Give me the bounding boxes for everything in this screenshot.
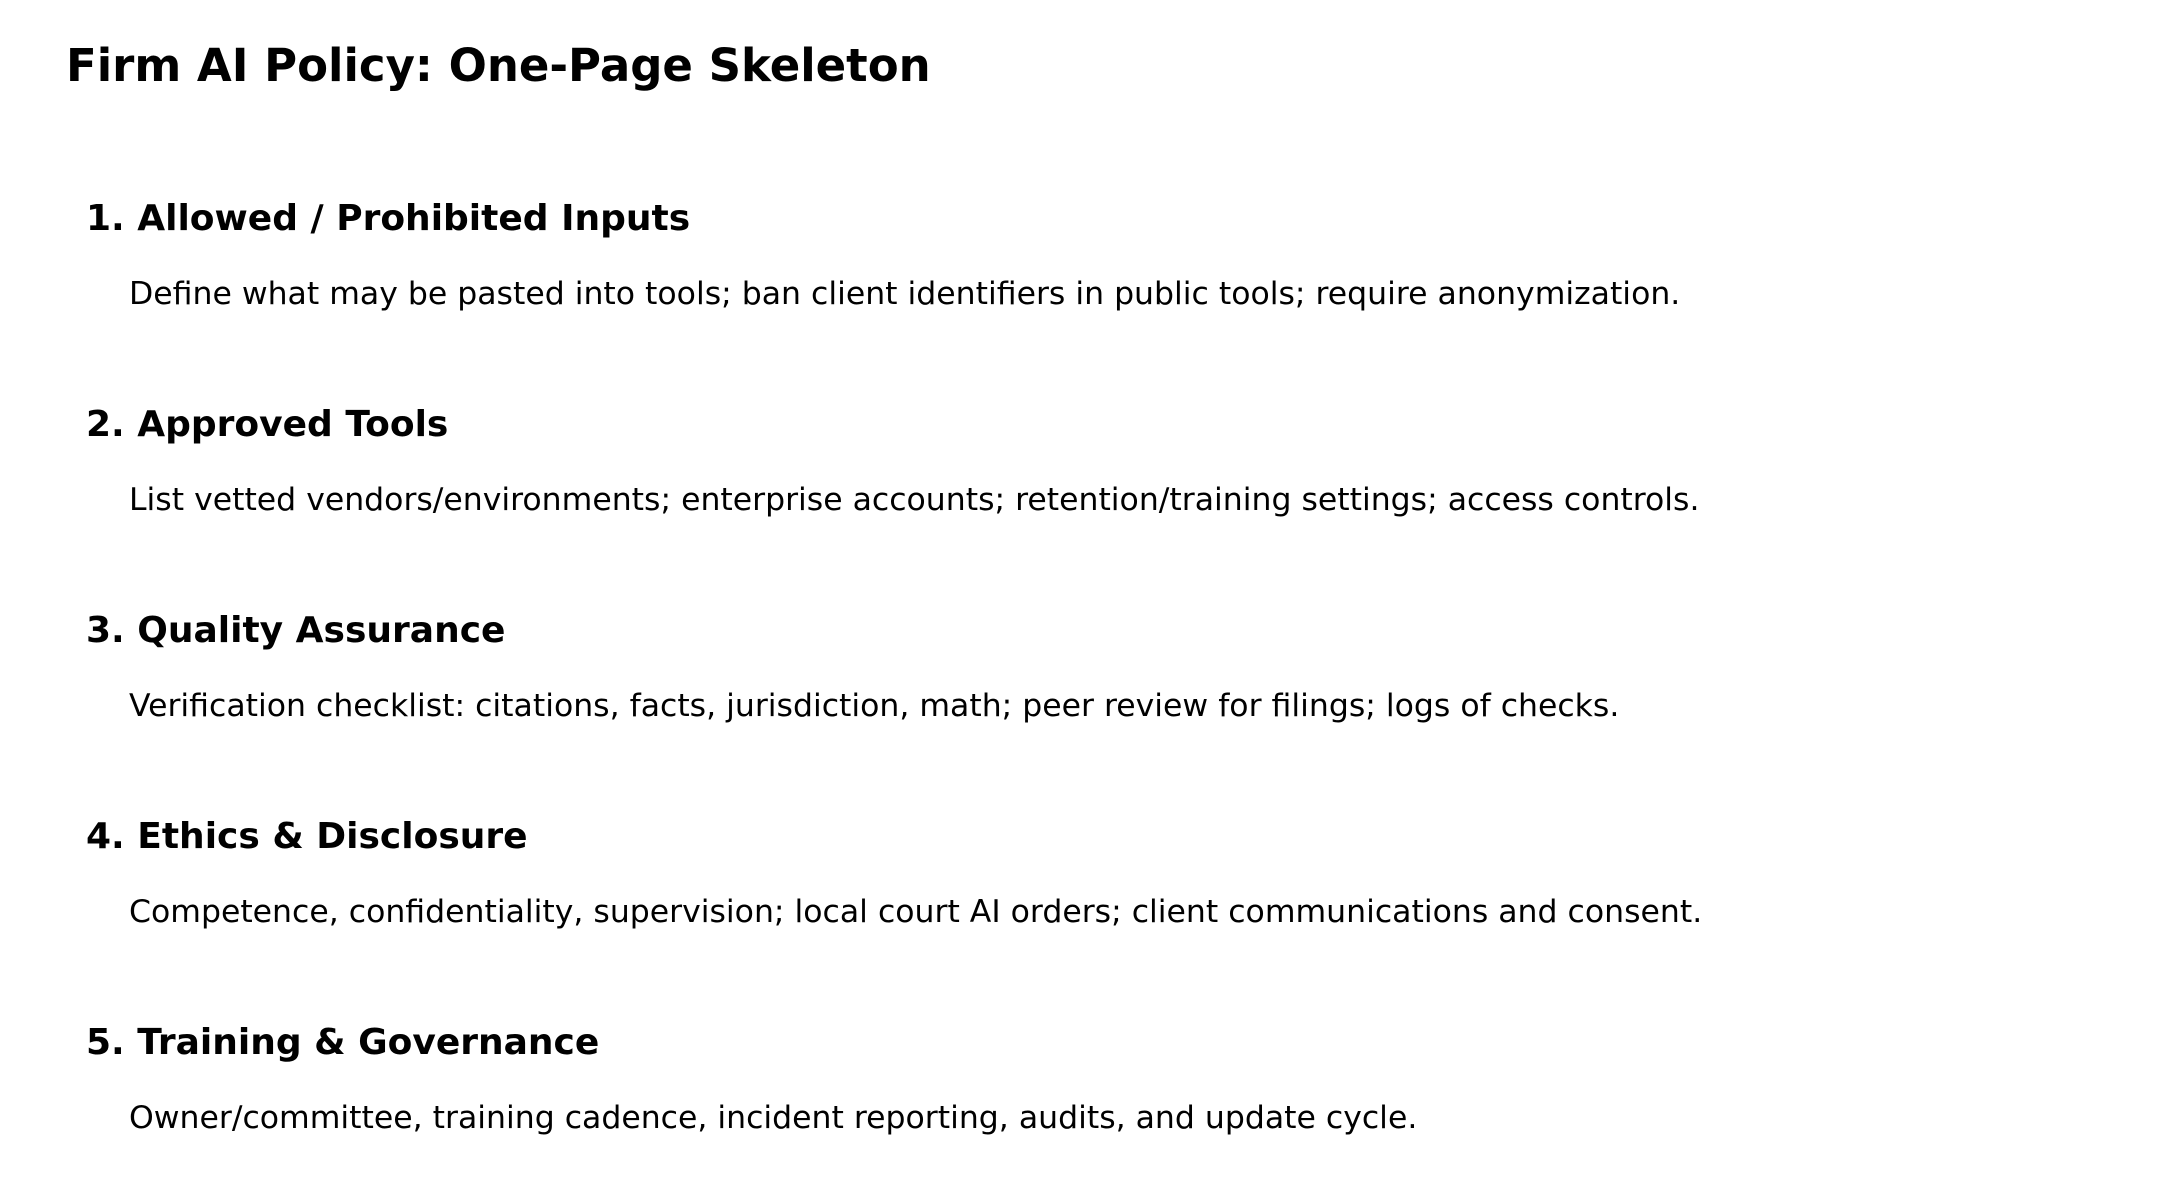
section-body-approved-tools: List vetted vendors/environments; enterprise accounts; retention/training settings; access controls. [129, 482, 1700, 518]
section-heading-training-governance: 5. Training & Governance [86, 1022, 600, 1063]
section-ethics-disclosure [0, 816, 2179, 1022]
section-quality-assurance [0, 610, 2179, 816]
section-body-ethics-disclosure: Competence, confidentiality, supervision; local court AI orders; client communications and consent. [129, 894, 1703, 930]
section-training-governance [0, 1022, 2179, 1180]
section-allowed-prohibited-inputs [0, 198, 2179, 404]
section-heading-allowed-prohibited-inputs: 1. Allowed / Prohibited Inputs [86, 198, 691, 239]
section-body-quality-assurance: Verification checklist: citations, facts, jurisdiction, math; peer review for filings; logs of checks. [129, 688, 1620, 724]
section-approved-tools [0, 404, 2179, 610]
section-body-allowed-prohibited-inputs: Define what may be pasted into tools; ban client identifiers in public tools; require anonymization. [129, 276, 1681, 312]
section-heading-approved-tools: 2. Approved Tools [86, 404, 449, 445]
section-heading-ethics-disclosure: 4. Ethics & Disclosure [86, 816, 528, 857]
section-body-training-governance: Owner/committee, training cadence, incident reporting, audits, and update cycle. [129, 1100, 1418, 1136]
page-title: Firm AI Policy: One-Page Skeleton [66, 39, 931, 92]
section-heading-quality-assurance: 3. Quality Assurance [86, 610, 506, 651]
